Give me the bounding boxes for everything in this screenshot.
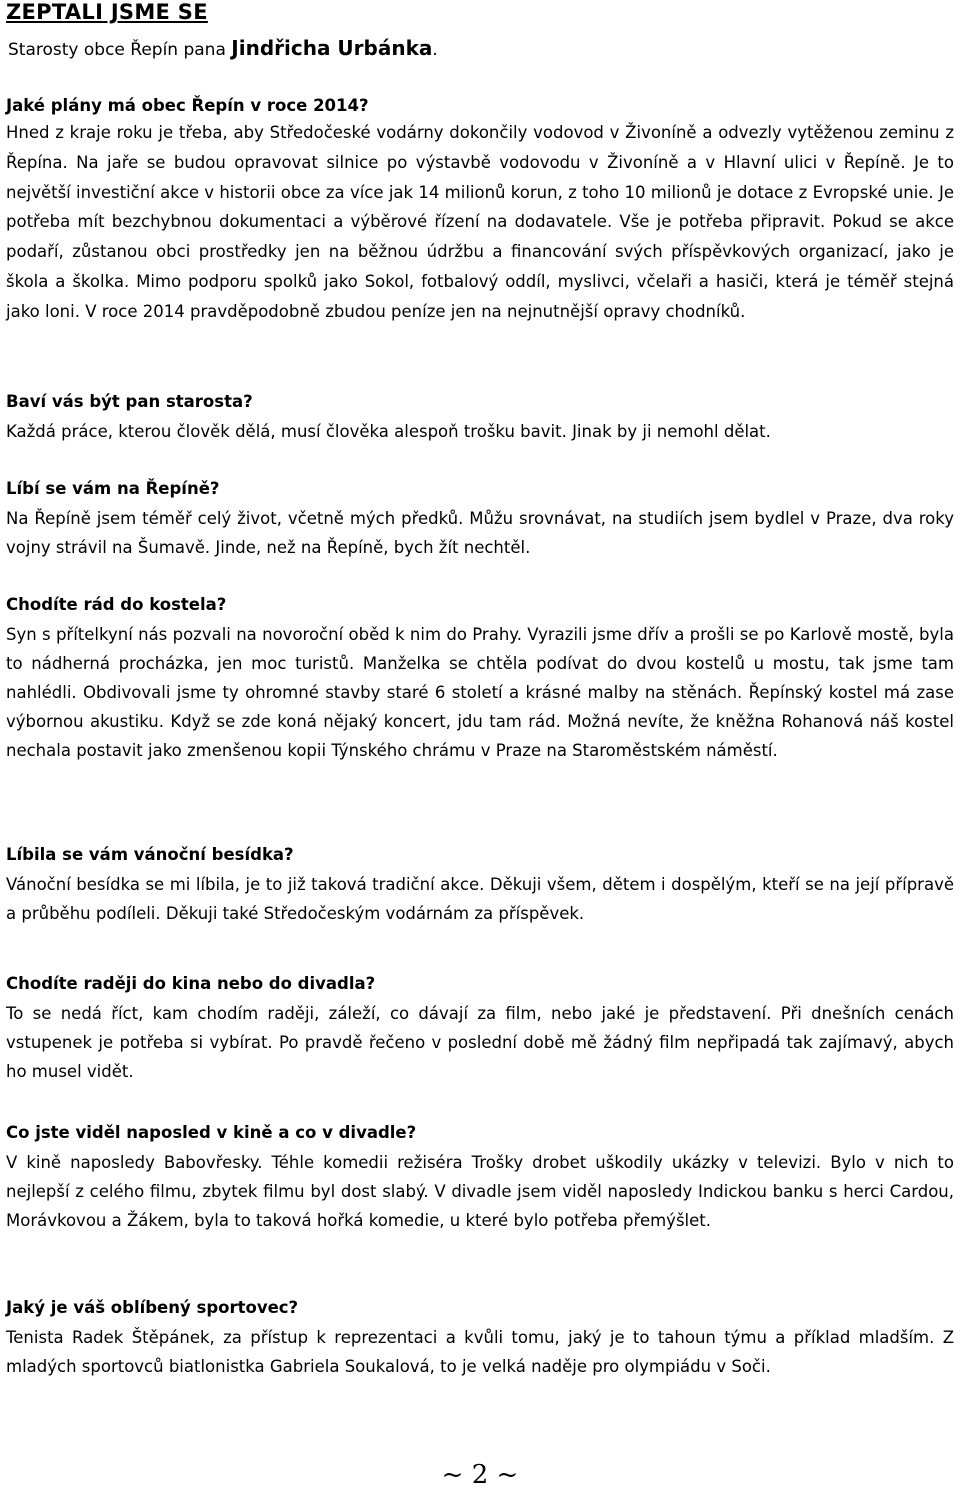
answer-paragraph: Na Řepíně jsem téměř celý život, včetně mých předků. Můžu srovnávat, na studiích jsem bydlel v Praze, dva roky vojny strávil na Šumavě. Jinde, než na Řepíně, bych žít nechtěl. xyxy=(6,509,954,557)
question-heading: Co jste viděl naposled v kině a co v divadle? xyxy=(6,1123,417,1142)
answer-paragraph: Hned z kraje roku je třeba, aby Středočeské vodárny dokončily vodovod v Živoníně a odvezly vytěženou zeminu z Řepína. Na jaře se budou opravovat silnice po výstavbě vodovodu v Živoníně a v Hlavní ulici v Řepíně. Je to největší investiční akce v historii obce za více jak 14 milionů korun, z toho 10 milionů je dotace z Evropské unie. Je potřeba mít bezchybnou dokumentaci a výběrové řízení na dodavatele. Vše je potřeba připravit. Pokud se akce podaří, zůstanou obci prostředky jen na běžnou údržbu a financování svých příspěvkových organizací, jako je škola a školka. Mimo podporu spolků jako Sokol, fotbalový oddíl, myslivci, včelaři a hasiči, která je téměř stejná jako loni. V roce 2014 pravděpodobně zbudou peníze jen na nejnutnější opravy chodníků. xyxy=(6,123,954,321)
answer-paragraph: Vánoční besídka se mi líbila, je to již taková tradiční akce. Děkuji všem, dětem i dospělým, kteří se na její přípravě a průběhu podíleli. Děkuji také Středočeským vodárnám za příspěvek. xyxy=(6,875,954,923)
question-heading: Jaký je váš oblíbený sportovec? xyxy=(6,1298,299,1317)
page-number: ~ 2 ~ xyxy=(441,1460,519,1490)
question-heading: Baví vás být pan starosta? xyxy=(6,392,253,411)
article-title: ZEPTALI JSME SE xyxy=(6,0,208,24)
question-heading: Chodíte rád do kostela? xyxy=(6,595,227,614)
question-heading: Líbila se vám vánoční besídka? xyxy=(6,845,294,864)
answer-paragraph: Syn s přítelkyní nás pozvali na novoroční oběd k nim do Prahy. Vyrazili jsme dřív a prošli se po Karlově mostě, byla to nádherná procházka, jen moc turistů. Manželka se chtěla podívat do dvou kostelů u mostu, tak jsme tam nahlédli. Obdivovali jsme ty ohromné stavby staré 6 století a krásné malby na stěnách. Řepínský kostel má zase výbornou akustiku. Když se zde koná nějaký koncert, jdu tam rád. Možná nevíte, že kněžna Rohanová náš kostel nechala postavit jako zmenšenou kopii Týnského chrámu v Praze na Staroměstském náměstí. xyxy=(6,625,954,760)
answer-paragraph: Každá práce, kterou člověk dělá, musí člověka alespoň trošku bavit. Jinak by ji nemohl dělat. xyxy=(6,422,771,441)
subtitle-prefix: Starosty obce Řepín pana xyxy=(8,40,232,60)
answer-paragraph: Tenista Radek Štěpánek, za přístup k reprezentaci a kvůli tomu, jaký je to tahoun týmu a příklad mladším. Z mladých sportovců biatlonistka Gabriela Soukalová, to je velká naděje pro olympiádu v Soči. xyxy=(6,1328,954,1376)
article-subtitle xyxy=(8,36,438,60)
question-heading: Chodíte raději do kina nebo do divadla? xyxy=(6,974,376,993)
question-heading: Líbí se vám na Řepíně? xyxy=(6,479,220,498)
mayor-name: Jindřicha Urbánka xyxy=(231,36,433,60)
answer-paragraph: To se nedá říct, kam chodím raději, záleží, co dávají za film, nebo jaké je představení. Při dnešních cenách vstupenek je potřeba si vybírat. Po pravdě řečeno v poslední době mě žádný film nepřipadá tak zajímavý, abych ho musel vidět. xyxy=(6,1004,954,1081)
question-heading: Jaké plány má obec Řepín v roce 2014? xyxy=(6,96,369,115)
subtitle-suffix: . xyxy=(432,40,438,60)
answer-paragraph: V kině naposledy Babovřesky. Téhle komedii režiséra Trošky drobet uškodily ukázky v televizi. Bylo v nich to nejlepší z celého filmu, zbytek filmu byl dost slabý. V divadle jsem viděl naposledy Indickou banku s herci Cardou, Morávkovou a Žákem, byla to taková hořká komedie, u které bylo potřeba přemýšlet. xyxy=(6,1153,954,1230)
